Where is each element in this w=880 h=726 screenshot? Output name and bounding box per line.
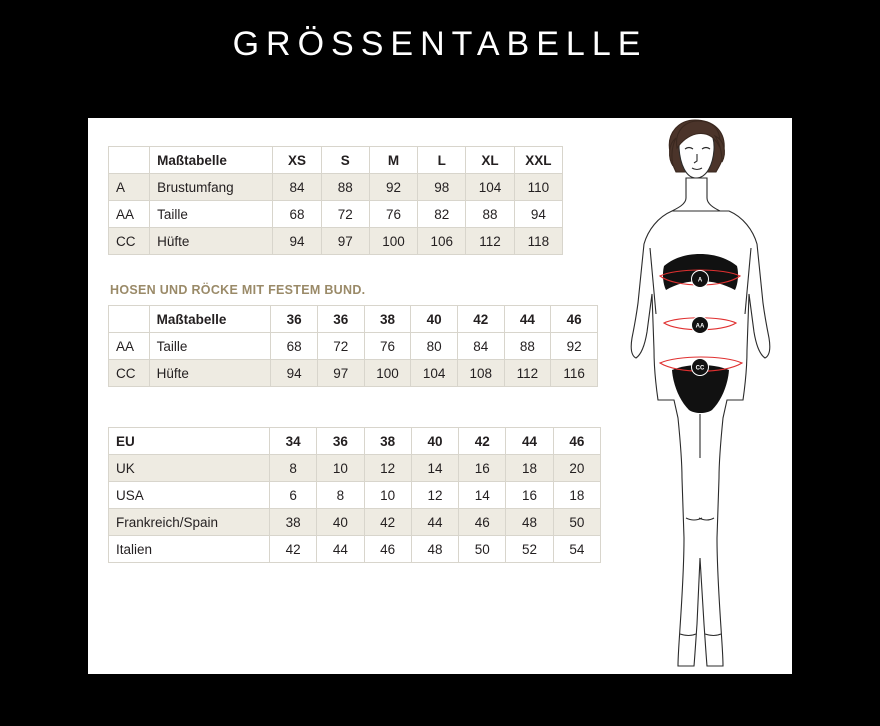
table-cell: 16 xyxy=(459,455,506,482)
svg-text:AA: AA xyxy=(695,323,705,330)
column-header: 36 xyxy=(317,428,364,455)
row-code: CC xyxy=(109,228,150,255)
column-header: Maßtabelle xyxy=(149,306,271,333)
table-cell: 84 xyxy=(457,333,504,360)
table-cell: 42 xyxy=(364,509,411,536)
female-body-measurement-diagram xyxy=(598,118,792,674)
column-header: 40 xyxy=(411,428,458,455)
column-header: 46 xyxy=(553,428,600,455)
table-cell: 42 xyxy=(269,536,316,563)
column-header: 42 xyxy=(459,428,506,455)
table-size-conversion xyxy=(108,427,601,563)
table-row xyxy=(109,455,601,482)
column-header: 40 xyxy=(411,306,458,333)
table-cell: 108 xyxy=(457,360,504,387)
table-cell: 92 xyxy=(369,174,417,201)
table-cell: 68 xyxy=(273,201,321,228)
table-cell: 10 xyxy=(317,455,364,482)
column-header: S xyxy=(321,147,369,174)
table-cell: 48 xyxy=(411,536,458,563)
table-cell: 88 xyxy=(504,333,551,360)
row-code: AA xyxy=(109,333,150,360)
column-header xyxy=(109,306,150,333)
table-cell: 46 xyxy=(459,509,506,536)
table-cell: 46 xyxy=(364,536,411,563)
table-cell: 8 xyxy=(269,455,316,482)
table-cell: 88 xyxy=(321,174,369,201)
table-cell: 118 xyxy=(514,228,562,255)
column-header: 34 xyxy=(269,428,316,455)
badge-waist xyxy=(692,317,709,334)
table-tops xyxy=(108,146,563,255)
size-chart-sheet xyxy=(88,118,792,674)
column-header: 36 xyxy=(317,306,364,333)
table-row xyxy=(109,201,563,228)
table-cell: 18 xyxy=(506,455,553,482)
table-cell: 72 xyxy=(321,201,369,228)
row-label: Italien xyxy=(109,536,270,563)
table-row xyxy=(109,228,563,255)
table-cell: 104 xyxy=(466,174,514,201)
column-header xyxy=(109,147,150,174)
table-cell: 94 xyxy=(271,360,318,387)
row-label: Brustumfang xyxy=(150,174,273,201)
table-cell: 112 xyxy=(504,360,551,387)
column-header: 44 xyxy=(504,306,551,333)
table-cell: 82 xyxy=(418,201,466,228)
page-title: GRÖSSENTABELLE xyxy=(232,25,648,63)
table-cell: 6 xyxy=(269,482,316,509)
table-cell: 8 xyxy=(317,482,364,509)
table-cell: 100 xyxy=(364,360,411,387)
table-cell: 40 xyxy=(317,509,364,536)
svg-text:A: A xyxy=(697,277,703,284)
table-cell: 54 xyxy=(553,536,600,563)
table-cell: 48 xyxy=(506,509,553,536)
column-header: L xyxy=(418,147,466,174)
column-header: 38 xyxy=(364,306,411,333)
row-code: CC xyxy=(109,360,150,387)
table-cell: 106 xyxy=(418,228,466,255)
column-header: XL xyxy=(466,147,514,174)
badge-hips xyxy=(692,359,709,376)
table-cell: 92 xyxy=(551,333,598,360)
row-label: Taille xyxy=(150,201,273,228)
row-label: Hüfte xyxy=(150,228,273,255)
column-header: XXL xyxy=(514,147,562,174)
table-cell: 18 xyxy=(553,482,600,509)
column-header: Maßtabelle xyxy=(150,147,273,174)
column-header: EU xyxy=(109,428,270,455)
row-label: USA xyxy=(109,482,270,509)
table-cell: 94 xyxy=(273,228,321,255)
column-header: XS xyxy=(273,147,321,174)
table-cell: 76 xyxy=(364,333,411,360)
table-cell: 88 xyxy=(466,201,514,228)
row-label: Frankreich/Spain xyxy=(109,509,270,536)
table-cell: 10 xyxy=(364,482,411,509)
table-row xyxy=(109,147,563,174)
table-pants xyxy=(108,305,598,387)
row-label: Hüfte xyxy=(149,360,271,387)
table-cell: 97 xyxy=(317,360,364,387)
figure-column xyxy=(598,118,792,674)
table-cell: 14 xyxy=(411,455,458,482)
table-cell: 38 xyxy=(269,509,316,536)
table-cell: 100 xyxy=(369,228,417,255)
table-cell: 110 xyxy=(514,174,562,201)
table-row xyxy=(109,536,601,563)
table-cell: 50 xyxy=(459,536,506,563)
table-cell: 84 xyxy=(273,174,321,201)
table-cell: 44 xyxy=(317,536,364,563)
table-cell: 97 xyxy=(321,228,369,255)
row-label: UK xyxy=(109,455,270,482)
table-cell: 104 xyxy=(411,360,458,387)
table-row xyxy=(109,333,598,360)
table-cell: 72 xyxy=(317,333,364,360)
table-cell: 76 xyxy=(369,201,417,228)
table-row xyxy=(109,360,598,387)
row-label: Taille xyxy=(149,333,271,360)
tables-column xyxy=(88,118,598,674)
spacer xyxy=(108,387,598,427)
table-cell: 12 xyxy=(411,482,458,509)
table-row xyxy=(109,428,601,455)
column-header: 36 xyxy=(271,306,318,333)
table-cell: 68 xyxy=(271,333,318,360)
table-cell: 94 xyxy=(514,201,562,228)
table-cell: 112 xyxy=(466,228,514,255)
column-header: 42 xyxy=(457,306,504,333)
column-header: 38 xyxy=(364,428,411,455)
table-cell: 80 xyxy=(411,333,458,360)
table-row xyxy=(109,174,563,201)
table-row xyxy=(109,306,598,333)
table-cell: 50 xyxy=(553,509,600,536)
badge-bust xyxy=(692,271,709,288)
table-cell: 14 xyxy=(459,482,506,509)
table-cell: 44 xyxy=(411,509,458,536)
table-cell: 12 xyxy=(364,455,411,482)
table-row xyxy=(109,509,601,536)
column-header: 44 xyxy=(506,428,553,455)
table-cell: 20 xyxy=(553,455,600,482)
svg-text:CC: CC xyxy=(695,365,705,372)
column-header: M xyxy=(369,147,417,174)
row-code: A xyxy=(109,174,150,201)
table-row xyxy=(109,482,601,509)
table-cell: 52 xyxy=(506,536,553,563)
row-code: AA xyxy=(109,201,150,228)
pants-section-note: HOSEN UND RÖCKE MIT FESTEM BUND. xyxy=(110,283,366,297)
table-cell: 116 xyxy=(551,360,598,387)
column-header: 46 xyxy=(551,306,598,333)
table-cell: 98 xyxy=(418,174,466,201)
table-cell: 16 xyxy=(506,482,553,509)
